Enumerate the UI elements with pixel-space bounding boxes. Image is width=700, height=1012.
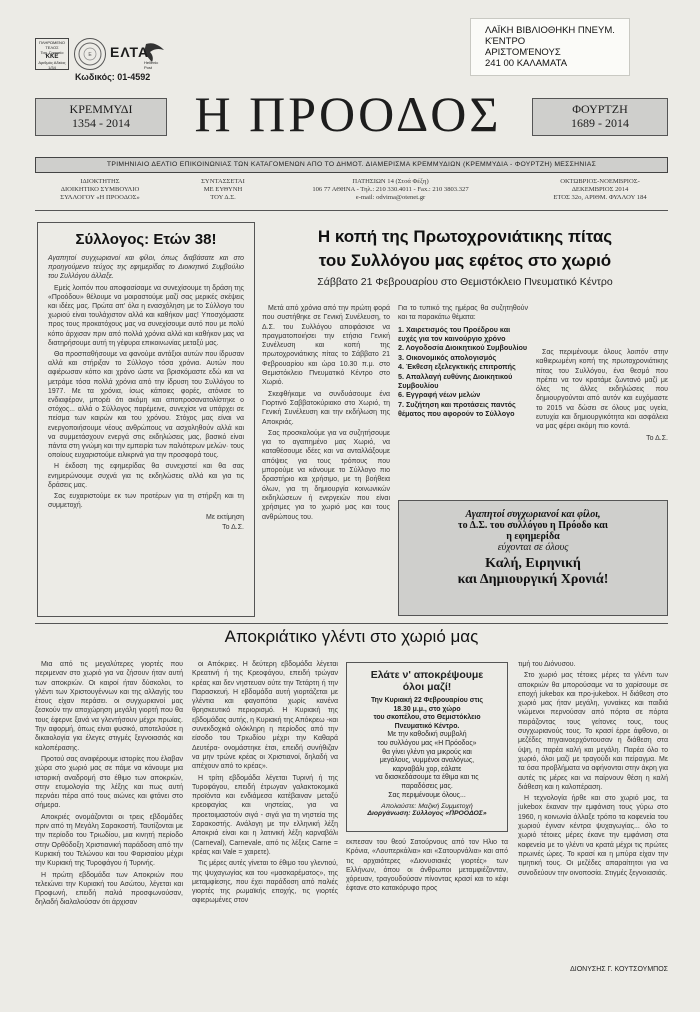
agenda-item: 6. Εγγραφή νέων μελών (398, 390, 481, 400)
paragraph: Τις μέρες αυτές γίνεται το έθιμο του γλεντιού, της ψυχαγωγίας και του «μασκαρέματος», της μεταμφίεσης, που έχει παράδοση από παλιές γιορτές της ρωμαϊκής εποχής, τις γιορτές αφιερωμένες στον (192, 860, 338, 905)
greeting-line: η εφημερίδα (506, 531, 560, 542)
invitation-attribution: Διοργάνωση: Σύλλογος «ΠΡΟΟΔΟΣ» (367, 810, 487, 818)
invitation-line: του συλλόγου μας «Η Πρόοδος» (377, 739, 477, 747)
greeting-line: και Δημιουργική Χρονιά! (457, 572, 609, 587)
invitation-line: Πνευματικό Κέντρο. (394, 722, 460, 730)
invitation-line: 18.30 μ.μ., στο χώρο (393, 705, 461, 713)
right-village-box (532, 98, 668, 136)
paragraph: Σκεφθήκαμε να συνδυάσουμε ένα Γιορτινό Σαββατοκύριακο στο Χωριό, τη Γενική Συνέλευση και την εκδήλωση της Αποκριάς. (262, 390, 390, 426)
left-village-box (35, 98, 167, 136)
paragraph: Μια από τις μεγαλύτερες γιορτές που περιμεναν στο χωριό για να ζήσουν ήταν αυτή των αποκριών. Οι καιροί ήταν δύσκολοι, το γλέντι των Χριστουγέννων και της αλλαγής του έτους είχαν περάσει. οι συγχωριανοί μας ξεσκούν την αποχώρηση μεγάλη γιορτή που θα τους έφερνε ξανά να γλεντήσουν μέχρι πρωίας. Την αφορμή, όπως είναι φυσικό, αποτελούσε η δικαιολογία για έλεγες στιγμές ξεγνοιασιάς και καλοπέρασης. (35, 661, 183, 752)
invitation-title: όλοι μαζί! (402, 681, 452, 693)
right-village-name: ΦΟΥΡΤΖΗ (572, 102, 628, 116)
paragraph: Η πρώτη εβδομάδα των Αποκριών που τελειώνει την Κυριακή του Ασώτου, λέγεται και Προφωνή, επειδή παλιά προσφωνούσαν, δηλαδή διαλαλούσαν ότι άρχισαν (35, 871, 183, 907)
agenda-item: 2. Λογοδοσία Διοικητικού Συμβουλίου (398, 343, 528, 353)
issue-line: ΔΕΚΕΜΒΡΙΟΣ 2014 (571, 186, 629, 193)
paragraph: Σας ευχαριστούμε εκ των προτέρων για τη στήριξη και τη συμμετοχή. (48, 493, 244, 510)
agenda-item: 7. Συζήτηση και προτάσεις παντός θέματος που αφορούν το Σύλλογο (398, 399, 516, 419)
svg-text:Ε: Ε (88, 52, 92, 58)
invitation-line: να διασκεδάσουμε τα έθιμα και τις (375, 774, 479, 782)
issue-info (530, 178, 670, 202)
paragraph: Σας προσκαλούμε για να συζητήσουμε για το αγαπημένο μας Χωριό, να καταθέσουμε ιδέες και να ανταλλάξουμε απόψεις για τους τρόπους που μπορούμε να κάνουμε το Σύλλογο πιο δραστήριο και χρήσιμο, με τη βοήθεια όλων, για τη δημιουργία κοινωνικών εκδηλώσεων ή ενεργειών που είναι χρήσιμες για το χωριό μας και τους ανθρώπους του. (262, 429, 390, 521)
agenda-item: 1. Χαιρετισμός του Προέδρου και ευχές για τον καινούργιο χρόνο (398, 324, 511, 343)
owner-line: ΔΙΟΙΚΗΤΙΚΟ ΣΥΜΒΟΥΛΙΟ (60, 186, 140, 193)
paragraph: Αποκριές ονομάζονται οι τρεις εβδομάδες πριν από τη Μεγάλη Σαρακοστή. Ταυτίζονται με την περίοδο του Τριωδίου, μια κινητή περίοδο στην Ορθόδοξη Χριστιανική παράδοση από την Κυριακή του Τελώνου και του Φαρισαίου μέχρι την Κυριακή της Τυροφάγου ή Τυρινής. (35, 813, 183, 868)
article-pie-col2 (398, 304, 528, 419)
closing-line: Με εκτίμηση (206, 514, 244, 522)
agenda-list (398, 325, 528, 419)
article-pie-title-line1: Η κοπή της Πρωτοχρονιάτικης πίτας (317, 227, 613, 246)
paragraph: Μετά από χρόνια από την πρώτη φορά που συστήθηκε σε Γενική Συνέλευση, το Δ.Σ. του Συλλόγου αποφάσισε να πραγματοποιήσει την ετήσια Γενική Συνέλευση και κοπή της πρωτοχρονιάτικης πίτας το Σάββατο 21 Φεβρουαρίου και ώρα 10.30 π.μ. στο Θεμιστόκλειο Πνευματικό Κέντρο στο Χωριό. (262, 305, 390, 387)
article-carnival-author: ΔΙΟΝΥΣΗΣ Γ. ΚΟΥΤΣΟΥΜΠΟΣ (570, 966, 668, 973)
paragraph: Αγαπητοί συγχωριανοί και φίλοι, όπως διαβάσατε και στο προηγούμενο τεύχος της εφημερίδας το Διοικητικό Συμβούλιο του Συλλόγου άλλαξε. (48, 255, 244, 281)
elta-sub: Hellenic Post (144, 60, 159, 70)
article-pie-subtitle: Σάββατο 21 Φεβρουαρίου στο Θεμιστόκλειο Πνευματικό Κέντρο (317, 276, 613, 288)
agenda-item: 5. Απαλλαγή ευθύνης Διοικητικού Συμβουλίου (398, 371, 513, 391)
greeting-line: εύχονται σε όλους (497, 542, 569, 553)
stamp-line: ΚΚΕ (45, 54, 59, 60)
address-line: 241 00 ΚΑΛΑΜΑΤΑ (485, 58, 568, 69)
paragraph: Προτού σας αναφέρουμε ιστορίες που έλαβαν χώρα στο χωριό μας σε πάμε να κάνουμε μια ιστορική αναδρομή στο έθιμο των αποκριών, στην ετυμολογία της λέξης και πως αυτή περνάει πέρα από τους αιώνες και φτάνει στο σήμερα. (35, 755, 183, 810)
stamp-line: Αριθμός Αδείας (38, 60, 66, 65)
masthead-divider (35, 210, 668, 211)
agenda-item: 3. Οικονομικός απολογισμός (398, 352, 497, 362)
elta-logo (108, 40, 166, 68)
article-association-title: Σύλλογος: Ετών 38! (75, 231, 217, 248)
article-carnival-col3 (346, 838, 508, 896)
postmark-seal (74, 38, 106, 70)
greeting-line: το Δ.Σ. του συλλόγου η Πρόοδο και (458, 520, 608, 531)
invitation-line: Με την καθοδική συμβολή (387, 731, 467, 739)
postmark-icon (77, 41, 103, 67)
article-carnival-title: Αποκριάτικο γλέντι στο χωριό μας (224, 627, 479, 646)
paragraph: Στο χωριό μας τέτοιες μέρες τα γλέντι των αποκριών θα μπορούσαμε να το χαρίσουμε σε εποχή jukebox και προ-jukebox. Η διάθεση στο χωριό μας ήταν μεγάλη, γυναίκες και παιδιά νιώμενοι περνούσαν από πόρτα σε πόρτα πειράζοντας τους γείτονες τους, τους συγχωριανούς τους. Το κρασί έρρε άφθονο, οι μεζέδες πηγαινοερχόντουσαν η διάθεση στα ύψη, η παρέα καλή και μεγάλη. Παρέα όλο το χωριό, όλοι μαζί με τραγούδι και πείραγμα. Με τα όσα προβλήματα να αφήνονται στην άκρη για αυτές τις μέρες και να παίρνουν θέση η καλή διάθεση και η καλοπέραση. (518, 672, 668, 791)
article-carnival-col4 (518, 660, 668, 880)
article-pie-title-line2: του Συλλόγου μας εφέτος στο χωριό (318, 251, 612, 270)
left-village-name: ΚΡΕΜΜΥΔΙ (69, 102, 133, 116)
section-divider (35, 623, 668, 624)
invitation-line: μεγάλους, νυμμένοι αναλόγως, (379, 757, 475, 765)
agenda-item: 4. Έκθεση εξελεγκτικής επιτροπής (398, 362, 516, 372)
stamp-line: Ταχ. Γραφείο (40, 50, 64, 55)
paragraph: Σας περιμένουμε όλους λοιπόν στην καθιερωμένη κοπή της πρωτοχρονιάτικης πίτας του Συλλόγου, ένα θεσμό που πρέπει να τον κρατάμε ζωντανό μαζί με όλες τις άλλες εκδηλώσεις που δημιουργούνται από αυτόν και ευχόμαστε το 2015 να δώσει σε όλους μας υγεία, ευτυχία και δημιουργικότητα και ασφάλεια να μας φέρει ακόμη πιο κοντά. (536, 349, 668, 431)
contact-info (283, 178, 498, 202)
carnival-invitation-box (346, 662, 508, 832)
editors-line: ΜΕ ΕΥΘΥΝΗ (203, 186, 243, 193)
postal-code-label: Κωδικός: 01-4592 (75, 72, 151, 82)
editors-line: ΣΥΝΤΑΣΣΕΤΑΙ (201, 178, 245, 185)
invitation-line: Σας περιμένουμε όλους... (388, 791, 466, 799)
article-carnival-col1 (35, 660, 183, 910)
greeting-line: Καλή, Ειρηνική (485, 556, 581, 571)
paragraph: εκπεσαν του θεού Σατούρνους από τον Ηλιο τα Κρόνια, «Λουπερκάλια» και «Σατουρνάλια» και από τις αρχαιότερες «Διονυσιακές γιορτές» των Ελλήνων, όπου οι άνθρωποι μεταμφιέζονταν, χόρευαν, τραγουδούσαν πίνοντας κρασί και το κέφι έφτανε στο κατακόρυφο προς (346, 839, 508, 893)
stamp-line: ΠΛΗΡΩΜΕΝΟ (38, 40, 66, 45)
owner-line: ΙΔΙΟΚΤΗΤΗΣ (80, 178, 120, 185)
contact-line: ΠΑΤΗΣΙΩΝ 14 (Στοά Φέξη) (352, 178, 429, 185)
address-label (470, 18, 630, 76)
paragraph: οι Απόκριες. Η δεύτερη εβδομάδα λέγεται Κρεατινή ή της Κρεοφάγου, επειδή τρώγαν κρέας και δεν νηστευαν ούτε την Τετάρτη ή την Παρασκευή. Η εβδομάδα αυτή γιορτάζεται με γλέντια και φαγοπότια χωρίς κανένα θρησκευτικό περιορισμό. Η Κυριακή της εβδομάδας αυτής, η Κυριακή της Απόκρεω -και συνεκδοχικά ολόκληρη η περίοδος από την είσοδο του Τριωδίου μέχρι την Καθαρά Δευτέρα- ονομάστηκε έτσι, επειδή συνήθιζαν να μην τρώνε κρέας οι Χριστιανοί, δηλαδή να απέχουν από το κρέας». (192, 661, 338, 771)
signature: Το Δ.Σ. (646, 434, 668, 442)
invitation-line: καρναβάλι χορ, εάλατε (392, 765, 462, 773)
invitation-attribution: Απολαύστε: Μαζική Συμμετοχή (381, 803, 473, 811)
owner-info (40, 178, 160, 202)
article-association-box (37, 222, 255, 617)
owner-line: ΣΥΛΛΟΓΟΥ «Η ΠΡΟΟΔΟΣ» (60, 194, 140, 201)
invitation-line: θα γίνει γλέντι για μικρούς και (382, 748, 472, 756)
editors-line: ΤΟΥ Δ.Σ. (210, 194, 236, 201)
issue-line: ΕΤΟΣ 32ο, ΑΡΙΘΜ. ΦΥΛΛΟΥ 184 (553, 194, 647, 201)
new-year-greeting (398, 500, 668, 616)
contact-line: 106 77 ΑΘΗΝΑ - Τηλ.: 210 330.4011 - Fax.: 210 3803.327 (312, 186, 469, 193)
paragraph: Η τεχνολογία ήρθε και στο χωριό μας, τα jukebox έκαναν την εμφάνιση τους γύρω στο 1960, η κοινωνία άλλαξε τρόπο τα καφενεία του χωριού έγιναν κέντρα ψυχαγωγίας... όλο το χωριό τέτοιες μέρες έκανε την εμφάνιση στα καφενεία με το γλέντι να κρατά μέχρι τις πρώτες πρωινές ώρες. Το κρασί και η μπύρα είχαν την τιμητική τους. Οι μεζέδες απαραίτητοι για να συνοδεύουν την οινοποσία. Στιγμές ξεγνοιασιάς. (518, 795, 668, 877)
left-village-years: 1354 - 2014 (72, 116, 130, 130)
article-pie-col1 (262, 304, 390, 524)
paragraph: τιμή του Διόνυσου. (518, 661, 576, 668)
newspaper-subtitle: ΤΡΙΜΗΝΙΑΙΟ ΔΕΛΤΙΟ ΕΠΙΚΟΙΝΩΝΙΑΣ ΤΩΝ ΚΑΤΑΓΟΜΕΝΩΝ ΑΠΟ ΤΟ ΔΗΜΟΤ. ΔΙΑΜΕΡΙΣΜΑ ΚΡΕΜΜΥΔΙΩΝ (ΚΡΕΜΜΥΔΙΑ - ΦΟΥΡΤΖΗ) ΜΕΣΣΗΝΙΑΣ (35, 157, 668, 173)
agenda-intro: Για το τυπικό της ημέρας θα συζητηθούν και τα παρακάτω θέματα: (398, 305, 528, 322)
right-village-years: 1689 - 2014 (571, 116, 629, 130)
stamp-line: 1/34 (48, 65, 56, 70)
issue-line: ΟΚΤΩΒΡΙΟΣ-ΝΟΕΜΒΡΙΟΣ- (560, 178, 640, 185)
invitation-line: του σκοπέλου, στο Θεμιστόκλειο (373, 714, 481, 722)
invitation-body (355, 697, 499, 800)
paragraph: Η έκδοση της εφημερίδας θα συνεχιστεί και θα σας ενημερώνουμε συχνά για τις εκδηλώσεις αλλά και για τις δράσεις μας. (48, 463, 244, 489)
paragraph: Εμείς λοιπόν που αποφασίσαμε να συνεχίσουμε τη δράση της «Προόδου» θέλουμε να μοιραστούμε μαζί σας μερικές σκέψεις και ιδέες μας. Πρώτα απ' όλα η ενασχόληση με το Σύλλογο του χωριού είναι τουλάχιστον αλλά και καθήκον μας! Υποσχόμαστε προς τους προκατόχους μας να συνεχίσουμε αυτό που με πολύ κόπο άρχισαν πριν από πολλά χρόνια αλλά και καθήκον μας να διατηρήσουμε αυτή τη γέφυρα επικοινωνίας μεταξύ μας. (48, 284, 244, 347)
stamp-line: ΤΕΛΟΣ (45, 45, 59, 50)
invitation-line: παραδόσεις μας. (401, 782, 453, 790)
elta-label: ΕΛΤΑ (110, 44, 150, 60)
invitation-title: Ελάτε ν' αποκρέψουμε (370, 669, 484, 681)
paragraph: Θα προσπαθήσουμε να φανούμε αντάξιοι αυτών που ίδρυσαν αλλά και στήριξαν το Σύλλογο τόσα χρόνια. Αυτών που αφιέρωσαν κόπο και χρόνο ώστε να βρισκόμαστε εδώ και να μετράμε τόσα πολλά χρόνια από την ίδρυση του Συλλόγου το 1977. Με τα χρόνια, ίσως κάποιες φορές, ατόνισε το ενδιαφέρον, μπορέι ότι ακόμη και αποπροσανατολίστηκε ο στόχος... αλλά ο Σύλλογος παρέμεινε, συνεχίσε να υπάρχει σε πείσμα των καιρών και του χρόνου. Στόχος μας είναι να ενεργοποιήσουμε νέους ανθρώπους να ασχοληθούν αλλά και να συμμετάσχουν ενεργά στις εκδηλώσεις μας, βασικό είναι πάντα στη γνώμη και την εμπειρία των παλιότερων μελών· τους οποίους ευχαριστούμε ειλικρινά για την προσφορά τους. (48, 351, 244, 460)
address-line: ΑΡΙΣΤΟΜΈΝΟΥΣ (485, 47, 561, 58)
newspaper-title: Η ΠΡΟΟΔΟΣ (194, 86, 502, 142)
article-carnival-col2 (192, 660, 338, 908)
contact-line: e-mail: odvima@otenet.gr (355, 194, 426, 201)
paragraph: Η τρίτη εβδομάδα λέγεται Τυρινή ή της Τυροφάγου, επειδή έτρωγαν γαλακτοκομικά προϊόντα και ενδιάμεσα κατέβαιναν μεταξύ κρεοφαγίας και νηστείας, για να προετοιμαστούν σιγά - σιγά για τη νηστεία της Σαρακοστής. Ανάλογη με την ελληνική λέξη Αποκριά είναι και η λατινική λέξη καρναβάλι (Carneval), Carnevale, από τις λέξεις Carne = κρέας και Vale = χαιρετε). (192, 774, 338, 856)
address-line: ΛΑΪΚΗ ΒΙΒΛΙΟΘΗΚΗ ΠΝΕΥΜ. (485, 25, 615, 36)
postal-paid-stamp (35, 38, 69, 70)
greeting-line: Αγαπητοί συγχωριανοί και φίλοι, (465, 509, 601, 520)
invitation-line: Την Κυριακή 22 Φεβρουαρίου στις (370, 697, 484, 704)
article-association-body (48, 254, 244, 510)
address-line: ΚΈΝΤΡΟ (485, 36, 526, 47)
signature: Το Δ.Σ. (222, 523, 244, 531)
article-pie-col3 (536, 348, 668, 443)
editors-info (168, 178, 278, 202)
